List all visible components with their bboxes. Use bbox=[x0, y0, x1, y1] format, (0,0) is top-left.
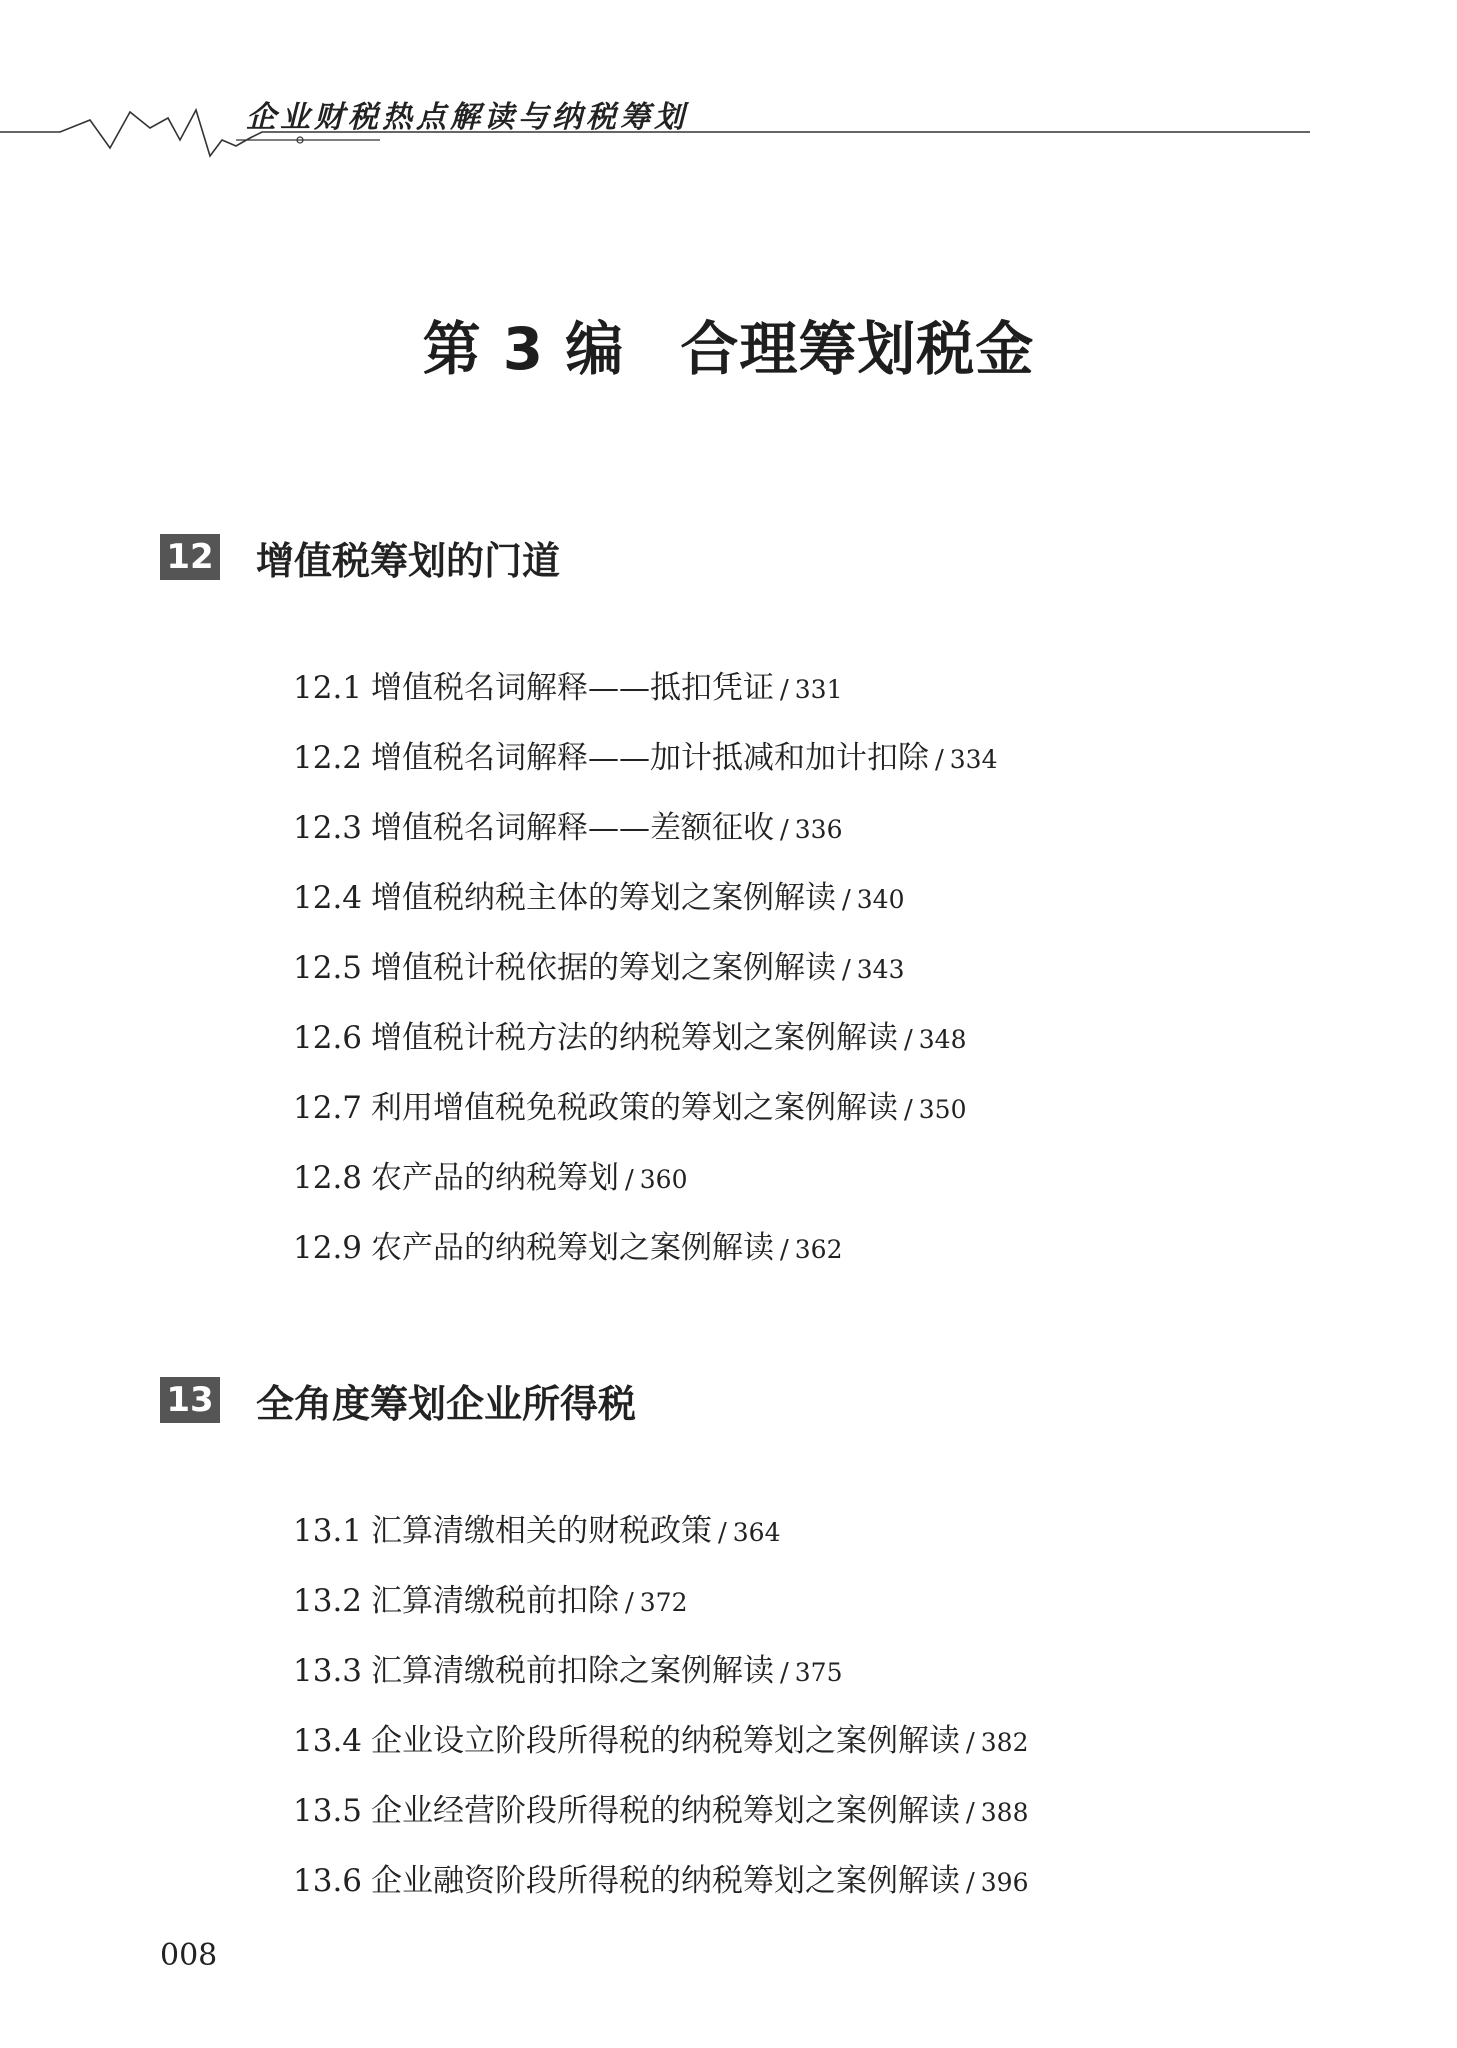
toc-entry-separator: / bbox=[780, 675, 789, 705]
toc-entry-separator: / bbox=[842, 885, 851, 915]
toc-entry[interactable] bbox=[293, 948, 904, 988]
toc-entry-number: 12.6 bbox=[293, 1020, 363, 1056]
toc-entry-page: 372 bbox=[639, 1588, 688, 1617]
toc-entry-page: 336 bbox=[794, 815, 843, 844]
toc-entry-title: 农产品的纳税筹划 bbox=[371, 1160, 619, 1196]
toc-entry[interactable] bbox=[293, 1651, 842, 1691]
toc-entry-number: 12.3 bbox=[293, 810, 363, 846]
toc-entry[interactable] bbox=[293, 738, 997, 778]
part-heading bbox=[0, 302, 1457, 386]
toc-entry[interactable] bbox=[293, 1228, 842, 1268]
toc-entry-separator: / bbox=[780, 1235, 789, 1265]
toc-entry-number: 13.4 bbox=[293, 1723, 363, 1759]
toc-entry-separator: / bbox=[966, 1798, 975, 1828]
toc-entry-title: 增值税计税依据的筹划之案例解读 bbox=[371, 950, 836, 986]
toc-entry-page: 334 bbox=[949, 745, 998, 774]
chapter-title: 增值税筹划的门道 bbox=[256, 539, 561, 583]
toc-entry-separator: / bbox=[904, 1095, 913, 1125]
toc-entry-title: 增值税纳税主体的筹划之案例解读 bbox=[371, 880, 836, 916]
chapter-title: 全角度筹划企业所得税 bbox=[256, 1382, 637, 1426]
toc-entry[interactable] bbox=[293, 808, 842, 848]
toc-entry-number: 12.9 bbox=[293, 1230, 363, 1266]
toc-entry-number: 12.8 bbox=[293, 1160, 363, 1196]
toc-entry-number: 13.6 bbox=[293, 1863, 363, 1899]
toc-entry-separator: / bbox=[625, 1165, 634, 1195]
toc-entry-number: 13.2 bbox=[293, 1583, 363, 1619]
toc-entry-title: 企业设立阶段所得税的纳税筹划之案例解读 bbox=[371, 1723, 960, 1759]
toc-entry-title: 增值税名词解释——差额征收 bbox=[371, 810, 774, 846]
toc-entry-number: 12.5 bbox=[293, 950, 363, 986]
toc-entry-separator: / bbox=[780, 1658, 789, 1688]
book-title: 企业财税热点解读与纳税筹划 bbox=[246, 100, 688, 135]
toc-entry-separator: / bbox=[842, 955, 851, 985]
toc-entry-number: 12.4 bbox=[293, 880, 363, 916]
toc-entry-title: 企业融资阶段所得税的纳税筹划之案例解读 bbox=[371, 1863, 960, 1899]
header-pulse-line-decoration bbox=[0, 0, 1457, 180]
toc-entry[interactable] bbox=[293, 1511, 780, 1551]
toc-entry-page: 331 bbox=[794, 675, 843, 704]
toc-entry-separator: / bbox=[904, 1025, 913, 1055]
toc-entry[interactable] bbox=[293, 1581, 687, 1621]
toc-entry-page: 360 bbox=[639, 1165, 688, 1194]
toc-entry-title: 汇算清缴税前扣除 bbox=[371, 1583, 619, 1619]
toc-entry-title: 农产品的纳税筹划之案例解读 bbox=[371, 1230, 774, 1266]
toc-entry[interactable] bbox=[293, 1088, 966, 1128]
toc-entry-number: 12.7 bbox=[293, 1090, 363, 1126]
running-header bbox=[0, 0, 1457, 180]
toc-entry-number: 12.2 bbox=[293, 740, 363, 776]
toc-entry[interactable] bbox=[293, 878, 904, 918]
toc-entry-page: 375 bbox=[794, 1658, 843, 1687]
toc-entry-number: 13.3 bbox=[293, 1653, 363, 1689]
toc-entry-separator: / bbox=[966, 1728, 975, 1758]
toc-entry-number: 13.1 bbox=[293, 1513, 363, 1549]
toc-entry[interactable] bbox=[293, 1721, 1028, 1761]
toc-entry-page: 340 bbox=[856, 885, 905, 914]
toc-entry-page: 348 bbox=[918, 1025, 967, 1054]
toc-entry-title: 利用增值税免税政策的筹划之案例解读 bbox=[371, 1090, 898, 1126]
toc-entry-page: 343 bbox=[856, 955, 905, 984]
chapter-number-badge: 12 bbox=[160, 534, 220, 580]
toc-entry-title: 汇算清缴税前扣除之案例解读 bbox=[371, 1653, 774, 1689]
toc-entry-title: 企业经营阶段所得税的纳税筹划之案例解读 bbox=[371, 1793, 960, 1829]
toc-entry[interactable] bbox=[293, 1018, 966, 1058]
toc-entry-title: 汇算清缴相关的财税政策 bbox=[371, 1513, 712, 1549]
toc-entry-separator: / bbox=[718, 1518, 727, 1548]
toc-entry-page: 396 bbox=[980, 1868, 1029, 1897]
page-number: 008 bbox=[160, 1938, 218, 1973]
toc-entry-page: 382 bbox=[980, 1728, 1029, 1757]
toc-entry[interactable] bbox=[293, 1158, 687, 1198]
toc-entry-number: 13.5 bbox=[293, 1793, 363, 1829]
toc-entry-separator: / bbox=[966, 1868, 975, 1898]
toc-entry-number: 12.1 bbox=[293, 670, 363, 706]
part-title: 合理筹划税金 bbox=[680, 315, 1035, 383]
toc-entry-page: 388 bbox=[980, 1798, 1029, 1827]
toc-entry-title: 增值税名词解释——抵扣凭证 bbox=[371, 670, 774, 706]
toc-entry[interactable] bbox=[293, 1861, 1028, 1901]
toc-entry-separator: / bbox=[780, 815, 789, 845]
chapter-number-badge: 13 bbox=[160, 1377, 220, 1423]
toc-entry-separator: / bbox=[935, 745, 944, 775]
toc-entry-title: 增值税计税方法的纳税筹划之案例解读 bbox=[371, 1020, 898, 1056]
toc-entry[interactable] bbox=[293, 668, 842, 708]
toc-entry-title: 增值税名词解释——加计抵减和加计扣除 bbox=[371, 740, 929, 776]
toc-entry[interactable] bbox=[293, 1791, 1028, 1831]
toc-entry-page: 350 bbox=[918, 1095, 967, 1124]
toc-entry-separator: / bbox=[625, 1588, 634, 1618]
toc-entry-page: 362 bbox=[794, 1235, 843, 1264]
part-number: 第 3 编 bbox=[422, 315, 625, 383]
toc-entry-page: 364 bbox=[732, 1518, 781, 1547]
